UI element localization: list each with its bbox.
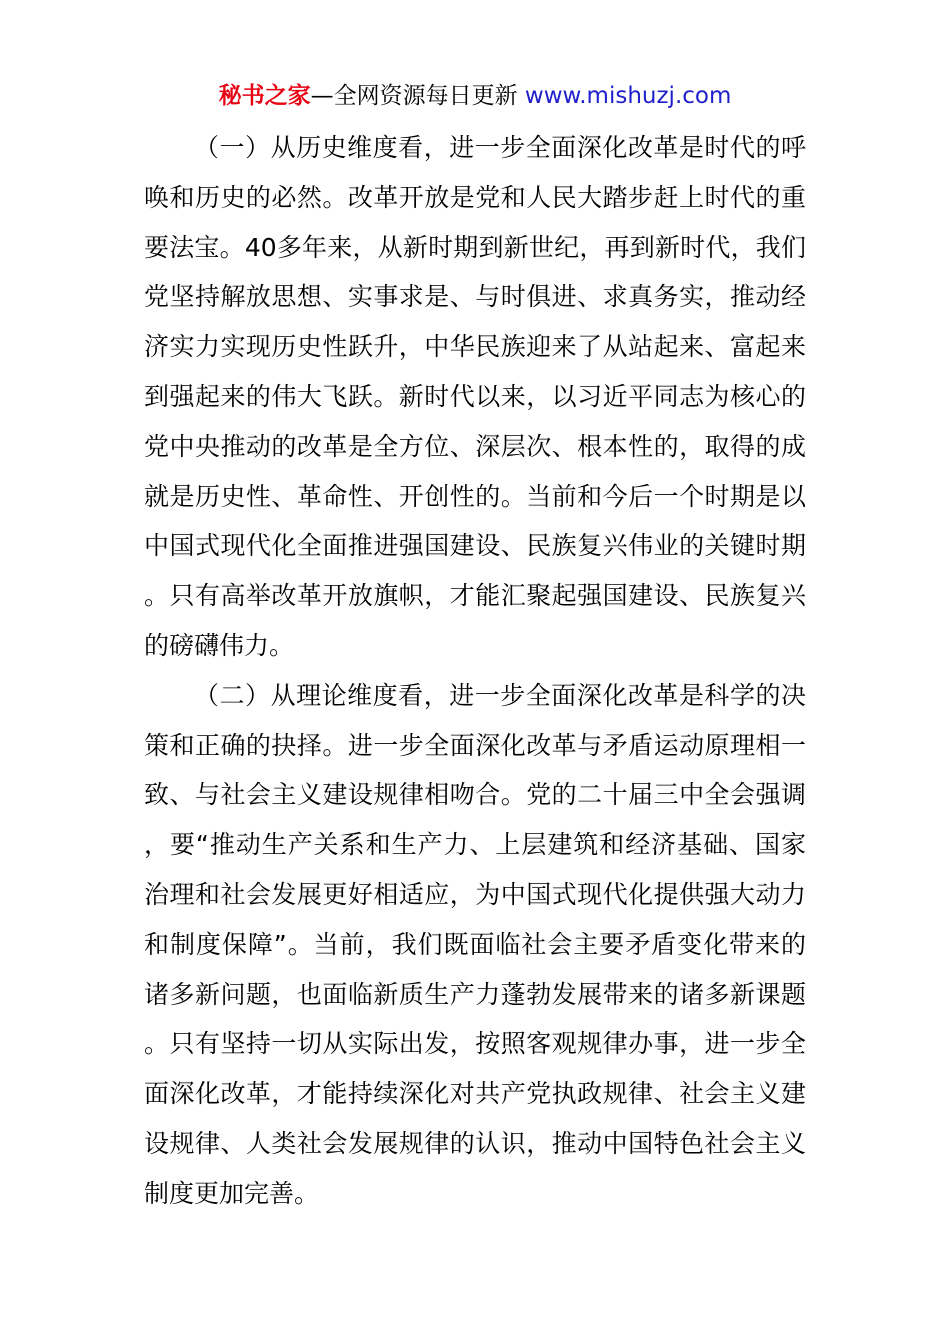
site-tagline: —全网资源每日更新 [310,83,525,109]
site-brand: 秘书之家 [218,83,311,109]
paragraph-theory-dimension: （二）从理论维度看，进一步全面深化改革是科学的决策和正确的抉择。进一步全面深化改革与矛盾运动原理相一致、与社会主义建设规律相吻合。党的二十届三中全会强调，要“推动生产关系和生产力、上层建筑和经济基础、国家治理和社会发展更好相适应，为中国式现代化提供强大动力和制度保障”。当前，我们既面临社会主要矛盾变化带来的诸多新问题，也面临新质生产力蓬勃发展带来的诸多新课题。只有坚持一切从实际出发，按照客观规律办事，进一步全面深化改革，才能持续深化对共产党执政规律、社会主义建设规律、人类社会发展规律的认识，推动中国特色社会主义制度更加完善。 [144,680,806,1208]
paragraph-history-dimension: （一）从历史维度看，进一步全面深化改革是时代的呼唤和历史的必然。改革开放是党和人民大踏步赶上时代的重要法宝。40多年来，从新时期到新世纪，再到新时代，我们党坚持解放思想、实事求是、与时俱进、求真务实，推动经济实力实现历史性跃升，中华民族迎来了从站起来、富起来到强起来的伟大飞跃。新时代以来，以习近平同志为核心的党中央推动的改革是全方位、深层次、根本性的，取得的成就是历史性、革命性、开创性的。当前和今后一个时期是以中国式现代化全面推进强国建设、民族复兴伟业的关键时期。只有高举改革开放旗帜，才能汇聚起强国建设、民族复兴的磅礴伟力。 [144,133,806,660]
site-url-link[interactable]: www.mishuzj.com [524,83,732,109]
site-header [0,80,950,112]
document-body [144,123,806,1219]
